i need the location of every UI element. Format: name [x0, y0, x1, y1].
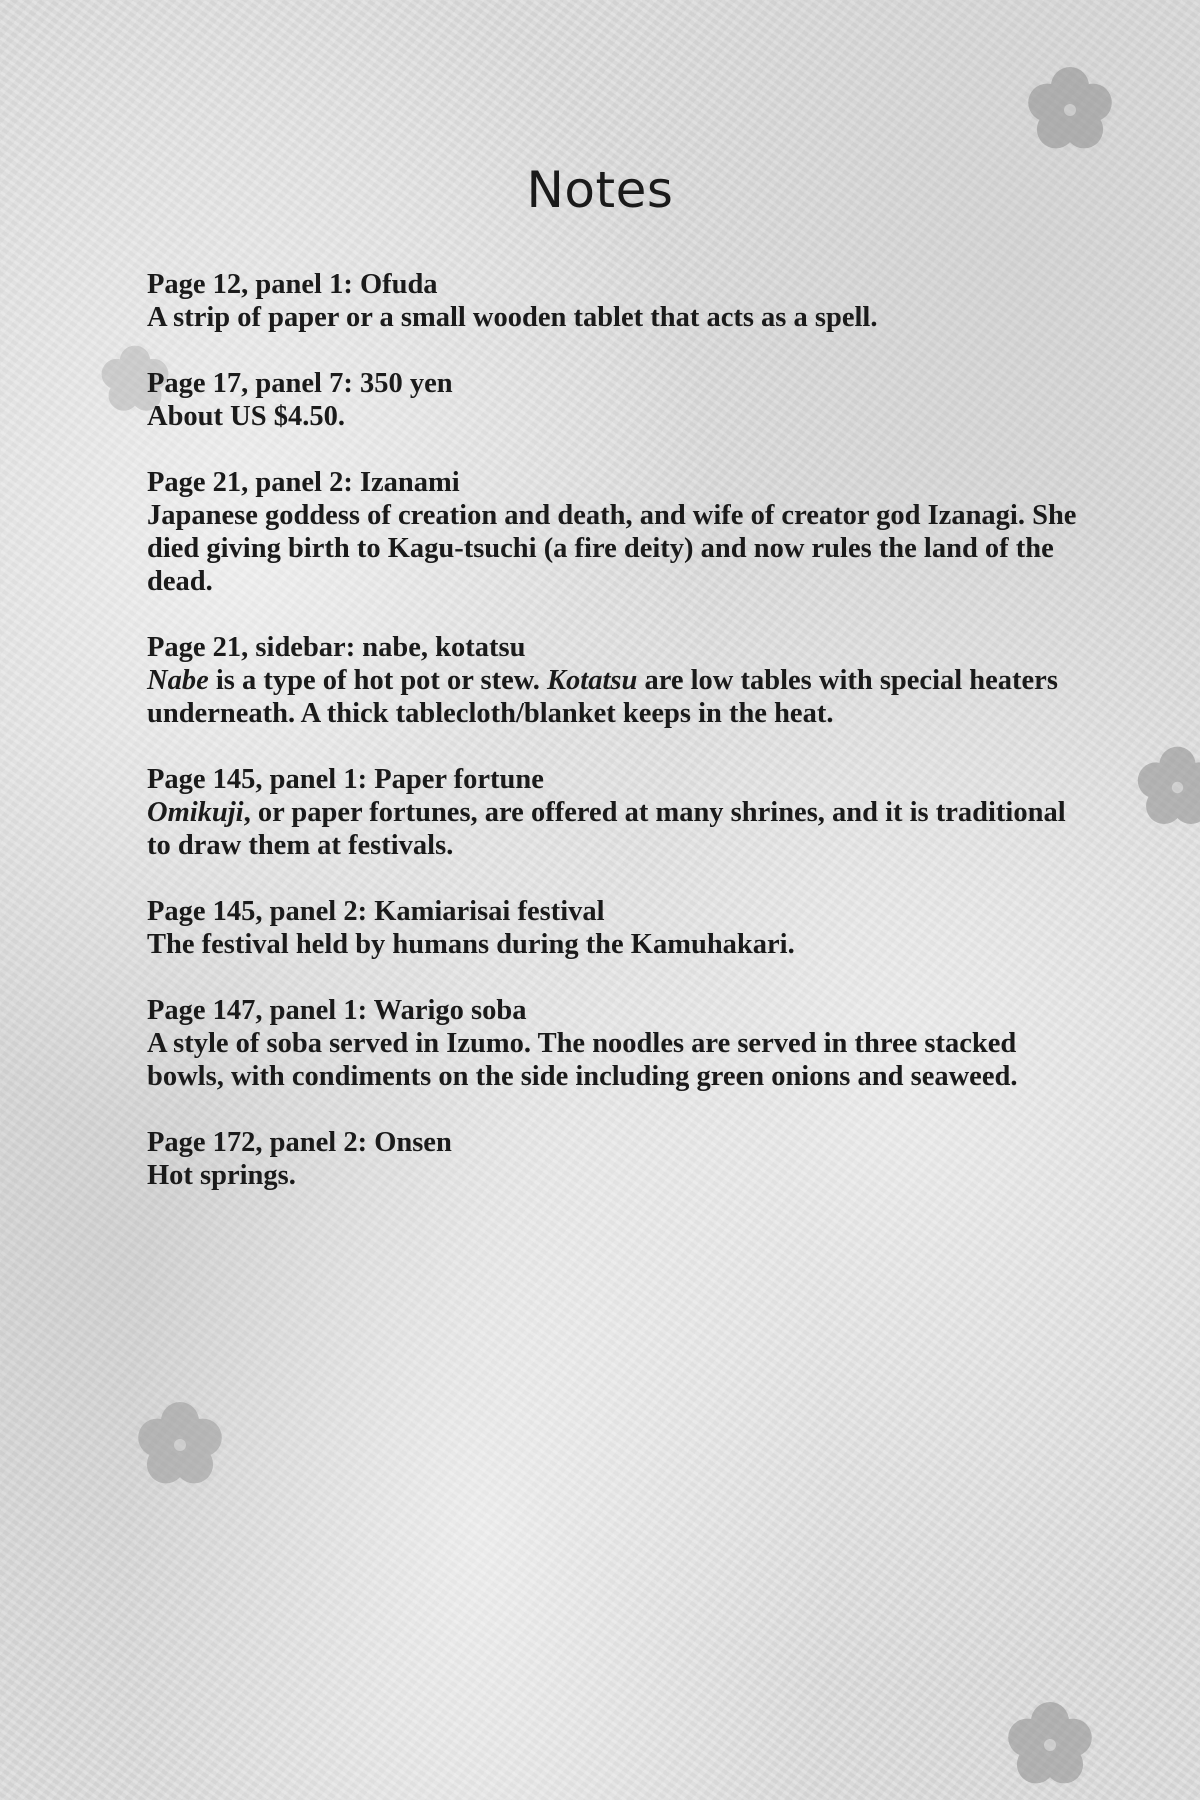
- note-heading: Page 172, panel 2: Onsen: [147, 1127, 452, 1158]
- note-heading: Page 147, panel 1: Warigo soba: [147, 995, 527, 1026]
- plum-blossom-icon: [1020, 60, 1120, 160]
- note-text: , or paper fortunes, are offered at many shrines, and it is traditional to draw them at festivals.: [147, 797, 1066, 861]
- note-entry: [147, 466, 1077, 598]
- flower-bottom-right: [1000, 1695, 1100, 1795]
- note-heading: Page 145, panel 1: Paper fortune: [147, 764, 544, 795]
- note-heading: Page 17, panel 7: 350 yen: [147, 368, 453, 399]
- flower-top-right: [1020, 60, 1120, 160]
- note-entry: [147, 994, 1077, 1093]
- note-heading: Page 145, panel 2: Kamiarisai festival: [147, 896, 605, 927]
- note-text: is a type of hot pot or stew.: [208, 665, 548, 696]
- note-entry: [147, 631, 1077, 730]
- page-title: Notes: [526, 161, 674, 219]
- note-entry: [147, 367, 1077, 433]
- note-body: [147, 796, 1077, 862]
- note-entry: [147, 895, 1077, 961]
- note-heading: Page 21, panel 2: Izanami: [147, 467, 460, 498]
- note-entry: [147, 763, 1077, 862]
- plum-blossom-icon: [130, 1395, 230, 1495]
- note-heading: Page 12, panel 1: Ofuda: [147, 269, 438, 300]
- note-text: are low tables with special heaters underneath. A thick tablecloth/blanket keeps in the heat.: [147, 665, 1058, 729]
- note-body: [147, 928, 1077, 961]
- note-text: A strip of paper or a small wooden tablet that acts as a spell.: [147, 302, 878, 333]
- note-term: Nabe: [147, 665, 209, 696]
- note-body: [147, 1159, 1077, 1192]
- note-body: [147, 1027, 1077, 1093]
- note-body: [147, 664, 1077, 730]
- note-text: Japanese goddess of creation and death, and wife of creator god Izanagi. She died giving birth to Kagu-tsuchi (a fire deity) and now rules the land of the dead.: [147, 500, 1077, 597]
- note-text: A style of soba served in Izumo. The noodles are served in three stacked bowls, with condiments on the side including green onions and seaweed.: [147, 1028, 1018, 1092]
- note-body: [147, 499, 1077, 598]
- note-term: Kotatsu: [547, 665, 638, 696]
- note-text: Hot springs.: [147, 1160, 296, 1191]
- notes-list: [147, 268, 1077, 1225]
- plum-blossom-icon: [1130, 740, 1200, 835]
- flower-right-middle: [1130, 740, 1200, 835]
- note-heading: Page 21, sidebar: nabe, kotatsu: [147, 632, 526, 663]
- plum-blossom-icon: [1000, 1695, 1100, 1795]
- note-entry: [147, 1126, 1077, 1192]
- note-entry: [147, 268, 1077, 334]
- note-text: The festival held by humans during the Kamuhakari.: [147, 929, 795, 960]
- flower-left-lower: [130, 1395, 230, 1495]
- note-body: [147, 400, 1077, 433]
- note-term: Omikuji: [147, 797, 244, 828]
- note-text: About US $4.50.: [147, 401, 345, 432]
- note-body: [147, 301, 1077, 334]
